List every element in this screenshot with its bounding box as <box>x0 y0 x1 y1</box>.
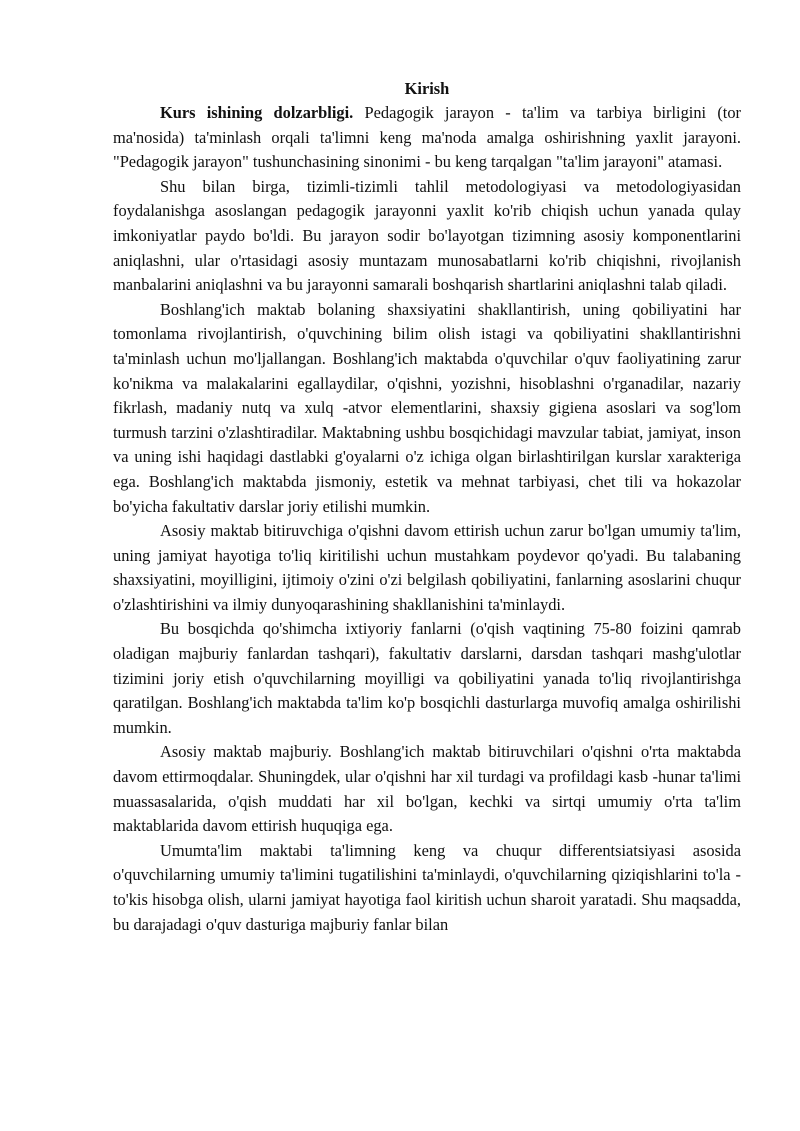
paragraph-4: Asosiy maktab bitiruvchiga o'qishni davom ettirish uchun zarur bo'lgan umumiy ta'lim, uning jamiyat hayotiga to'liq kiritilishi uchun mustahkam poydevor qo'yadi. Bu talabaning shaxsiyatini, moyilligini, ijtimoiy o'zini o'zi belgilash qobiliyatini, fanlarning asoslarini chuqur o'zlashtirishini va ilmiy dunyoqarashining shakllanishini ta'minlaydi. <box>113 521 741 614</box>
paragraph-1-text: Pedagogik jarayon - ta'lim va tarbiya birligini (tor ma'nosida) ta'minlash orqali ta'limni keng ma'noda amalga oshirishning yaxlit jarayoni. "Pedagogik jarayon" tushunchasining sinonimi - bu keng tarqalgan "ta'lim jarayoni" atamasi. <box>113 103 741 172</box>
section-heading-lead: Kurs ishining dolzarbligi. <box>160 103 354 122</box>
paragraph-1 <box>113 101 741 175</box>
paragraph-6: Asosiy maktab majburiy. Boshlang'ich maktab bitiruvchilari o'qishni o'rta maktabda davom ettirmoqdalar. Shuningdek, ular o'qishni har xil turdagi va profildagi kasb -hunar ta'limi muassasalarida, o'qish muddati har xil bo'lgan, kechki va sirtqi umumiy o'rta ta'lim maktablarida davom ettirish huquqiga ega. <box>113 742 741 836</box>
paragraph-7: Umumta'lim maktabi ta'limning keng va chuqur differentsiatsiyasi asosida o'quvchilarning umumiy ta'limini tugatilishini ta'minlaydi, o'quvchilarning qiziqishlarini to'la -to'kis hisobga olish, ularni jamiyat hayotiga faol kiritish uchun sharoit yaratadi. Shu maqsadda, bu darajadagi o'quv dasturiga majburiy fanlar bilan <box>113 840 741 934</box>
paragraph-2: Shu bilan birga, tizimli-tizimli tahlil metodologiyasi va metodologiyasidan foydalanishga asoslangan pedagogik jarayonni yaxlit ko'rib chiqish uchun yanada qulay imkoniyatlar paydo bo'ldi. Bu jarayon sodir bo'layotgan tizimning asosiy komponentlarini aniqlashni, ular o'rtasidagi asosiy muntazam munosabatlarni ko'rib chiqishni, rivojlanish manbalarini aniqlashni va bu jarayonni samarali boshqarish shartlarini aniqlashni talab qiladi. <box>113 176 741 295</box>
document-page <box>113 77 741 937</box>
paragraph-3: Boshlang'ich maktab bolaning shaxsiyatini shakllantirish, uning qobiliyatini har tomonlama rivojlantirish, o'quvchining bilim olish istagi va qobiliyatini shakllantirishni ta'minlash uchun mo'ljallangan. Boshlang'ich maktabda o'quvchilar o'quv faoliyatining zarur ko'nikma va malakalarini egallaydilar, o'qishni, yozishni, hisoblashni o'rganadilar, nazariy fikrlash, madaniy nutq va xulq -atvor elementlarini, shaxsiy gigiena asoslari va sog'lom turmush tarzini o'zlashtiradilar. Maktabning ushbu bosqichidagi mavzular tabiat, jamiyat, inson va uning ishi haqidagi dastlabki g'oyalarni o'z ichiga olgan birlashtirilgan kurslar xarakteriga ega. Boshlang'ich maktabda jismoniy, estetik va mehnat tarbiyasi, chet tili va hokazolar bo'yicha fakultativ darslar joriy etilishi mumkin. <box>113 299 741 516</box>
paragraph-5: Bu bosqichda qo'shimcha ixtiyoriy fanlarni (o'qish vaqtining 75-80 foizini qamrab oladigan majburiy fanlardan tashqari), fakultativ darslarni, darsdan tashqari mashg'ulotlar tizimini joriy etish o'quvchilarning moyilligi va qobiliyatini yanada to'liq rivojlantirishga qaratilgan. Boshlang'ich maktabda ta'lim ko'p bosqichli dasturlarga muvofiq amalga oshirilishi mumkin. <box>113 619 741 737</box>
document-title: Kirish <box>404 79 450 98</box>
